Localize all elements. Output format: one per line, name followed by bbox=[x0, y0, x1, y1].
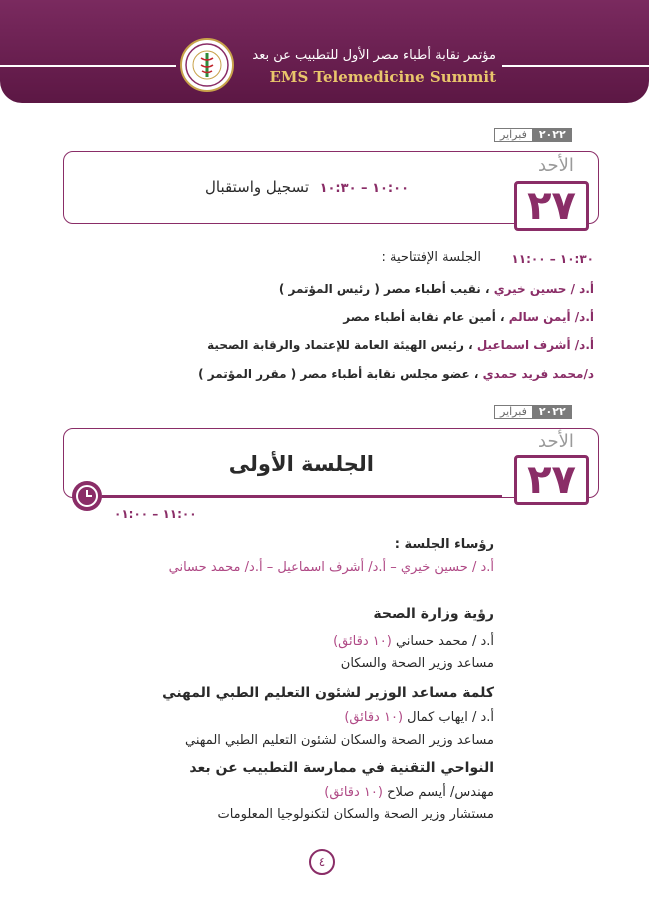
opening-speaker-1 bbox=[279, 282, 594, 296]
opening-speaker-2 bbox=[343, 310, 594, 324]
header-title-arabic: مؤتمر نقابة أطباء مصر الأول للتطبيب عن بعد bbox=[252, 48, 496, 63]
chairs-label: رؤساء الجلسة : bbox=[394, 537, 494, 552]
year-label: ٢٠٢٢ bbox=[533, 128, 572, 142]
header-banner bbox=[0, 0, 649, 103]
talk-3-role: مستشار وزير الصحة والسكان لتكنولوجيا المعلومات bbox=[217, 807, 494, 822]
day-number: ٢٧ bbox=[514, 181, 589, 231]
syndicate-emblem-icon bbox=[182, 40, 232, 90]
chairs-names: أ.د / حسين خيري – أ.د/ أشرف اسماعيل – أ.د/ محمد حساني bbox=[168, 560, 494, 575]
talk-duration: (١٠ دقائق) bbox=[333, 634, 392, 649]
speaker-role: ، رئيس الهيئة العامة للإعتماد والرقابة الصحية bbox=[207, 338, 477, 352]
syndicate-logo bbox=[180, 38, 234, 92]
year-label: ٢٠٢٢ bbox=[533, 405, 572, 419]
opening-speaker-3 bbox=[207, 338, 594, 352]
page-number: ٤ bbox=[309, 849, 335, 875]
talk-duration: (١٠ دقائق) bbox=[344, 710, 404, 725]
registration-time: ١٠:٠٠ – ١٠:٣٠ bbox=[319, 181, 409, 196]
speaker-name: أ.د / حسين خيري bbox=[493, 282, 594, 296]
first-session-time: ١١:٠٠ – ٠١:٠٠ bbox=[114, 507, 197, 521]
opening-title: الجلسة الإفتتاحية : bbox=[381, 250, 481, 265]
header-divider-left bbox=[0, 65, 176, 67]
talk-speaker: مهندس/ أيسم صلاح bbox=[387, 785, 494, 800]
talk-2-title: كلمة مساعد الوزير لشئون التعليم الطبي المهني bbox=[162, 685, 494, 701]
talk-speaker: أ.د / ايهاب كمال bbox=[407, 710, 494, 725]
month-label: فبراير bbox=[494, 405, 533, 419]
time-divider bbox=[102, 495, 502, 497]
first-session-title: الجلسة الأولى bbox=[228, 452, 374, 476]
speaker-name: أ.د/ أشرف اسماعيل bbox=[476, 338, 594, 352]
talk-2-speaker-line bbox=[344, 710, 494, 725]
talk-1-title: رؤية وزارة الصحة bbox=[373, 606, 494, 622]
speaker-name: أ.د/ أيمن سالم bbox=[508, 310, 594, 324]
registration-title: تسجيل واستقبال bbox=[205, 178, 309, 196]
date-tag-1 bbox=[494, 128, 572, 142]
day-name: الأحد bbox=[538, 431, 574, 452]
date-tag-2 bbox=[494, 405, 572, 419]
clock-icon bbox=[72, 481, 102, 511]
speaker-name: د/محمد فريد حمدي bbox=[482, 367, 594, 381]
talk-1-role: مساعد وزير الصحة والسكان bbox=[340, 656, 494, 671]
talk-2-role: مساعد وزير الصحة والسكان لشئون التعليم الطبي المهني bbox=[185, 733, 494, 748]
day-number: ٢٧ bbox=[514, 455, 589, 505]
talk-1-speaker-line bbox=[333, 634, 494, 649]
talk-duration: (١٠ دقائق) bbox=[324, 785, 383, 800]
speaker-role: ، نقيب أطباء مصر ( رئيس المؤتمر ) bbox=[278, 282, 494, 296]
month-label: فبراير bbox=[494, 128, 533, 142]
talk-3-title: النواحي التقنية في ممارسة التطبيب عن بعد bbox=[189, 760, 494, 776]
speaker-role: ، أمين عام نقابة أطباء مصر bbox=[343, 310, 509, 324]
header-title-english: EMS Telemedicine Summit bbox=[269, 68, 496, 86]
opening-time: ١٠:٣٠ – ١١:٠٠ bbox=[511, 252, 594, 266]
day-name: الأحد bbox=[538, 155, 574, 176]
speaker-role: ، عضو مجلس نقابة أطباء مصر ( مقرر المؤتمر ) bbox=[198, 367, 483, 381]
header-divider-right bbox=[502, 65, 649, 67]
talk-3-speaker-line bbox=[324, 785, 494, 800]
talk-speaker: أ.د / محمد حساني bbox=[395, 634, 494, 649]
opening-speaker-4 bbox=[198, 367, 594, 381]
